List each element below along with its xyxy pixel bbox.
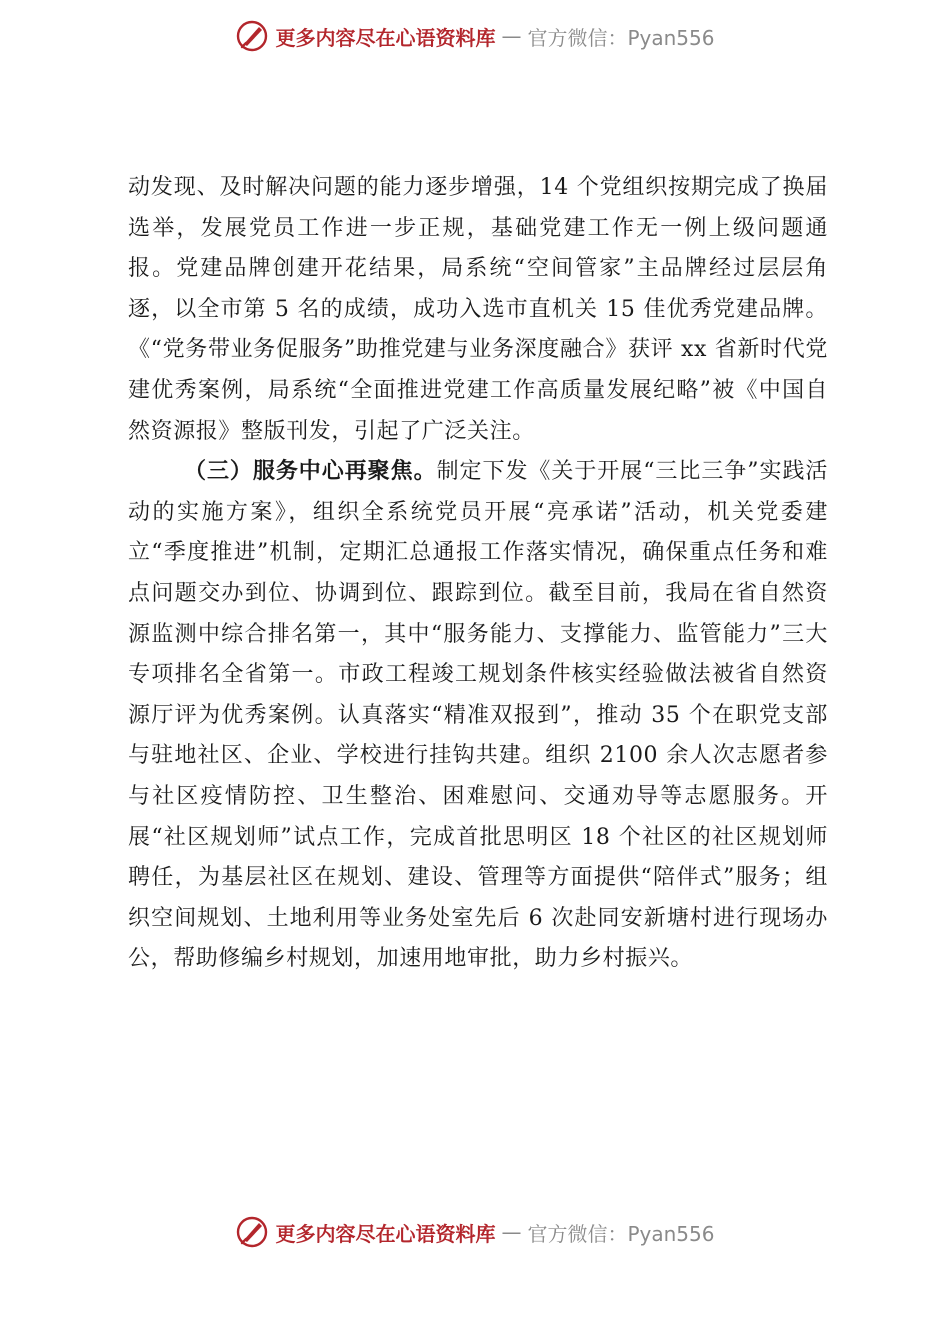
watermark-main-text: 更多内容尽在心语资料库: [275, 25, 496, 50]
watermark-separator: —: [501, 24, 522, 48]
quill-seal-icon: [235, 1215, 269, 1249]
paragraph-continuation: 动发现、及时解决问题的能力逐步增强，14 个党组织按期完成了换届选举，发展党员工作进一步正规，基础党建工作无一例上级问题通报。党建品牌创建开花结果，局系统“空间管家”主品牌经过层层角逐，以全市第 5 名的成绩，成功入选市直机关 15 佳优秀党建品牌。《“党务带业务促服务”助推党建与业务深度融合》获评 xx 省新时代党建优秀案例，局系统“全面推进党建工作高质量发展纪略”被《中国自然资源报》整版刊发，引起了广泛关注。: [128, 175, 828, 444]
watermark-banner-bottom: [0, 1212, 950, 1252]
section-3-heading: （三）服务中心再聚焦。: [184, 459, 437, 485]
quill-seal-icon: [235, 19, 269, 53]
watermark-contact-text: 官方微信：Pyan556: [527, 1221, 715, 1246]
watermark-banner-top: [0, 16, 950, 56]
watermark-separator: —: [501, 1220, 522, 1244]
watermark-contact-text: 官方微信：Pyan556: [527, 25, 715, 50]
section-3-paragraph: [128, 452, 828, 980]
section-3-body: 制定下发《关于开展“三比三争”实践活动的实施方案》，组织全系统党员开展“亮承诺”活动，机关党委建立“季度推进”机制，定期汇总通报工作落实情况，确保重点任务和难点问题交办到位、协调到位、跟踪到位。截至目前，我局在省自然资源监测中综合排名第一，其中“服务能力、支撑能力、监管能力”三大专项排名全省第一。市政工程竣工规划条件核实经验做法被省自然资源厅评为优秀案例。认真落实“精准双报到”，推动 35 个在职党支部与驻地社区、企业、学校进行挂钩共建。组织 2100 余人次志愿者参与社区疫情防控、卫生整治、困难慰问、交通劝导等志愿服务。开展“社区规划师”试点工作，完成首批思明区 18 个社区的社区规划师聘任，为基层社区在规划、建设、管理等方面提供“陪伴式”服务；组织空间规划、土地利用等业务处室先后 6 次赴同安新塘村进行现场办公，帮助修编乡村规划，加速用地审批，助力乡村振兴。: [128, 459, 829, 972]
document-body: [128, 168, 828, 980]
watermark-main-text: 更多内容尽在心语资料库: [275, 1221, 496, 1246]
